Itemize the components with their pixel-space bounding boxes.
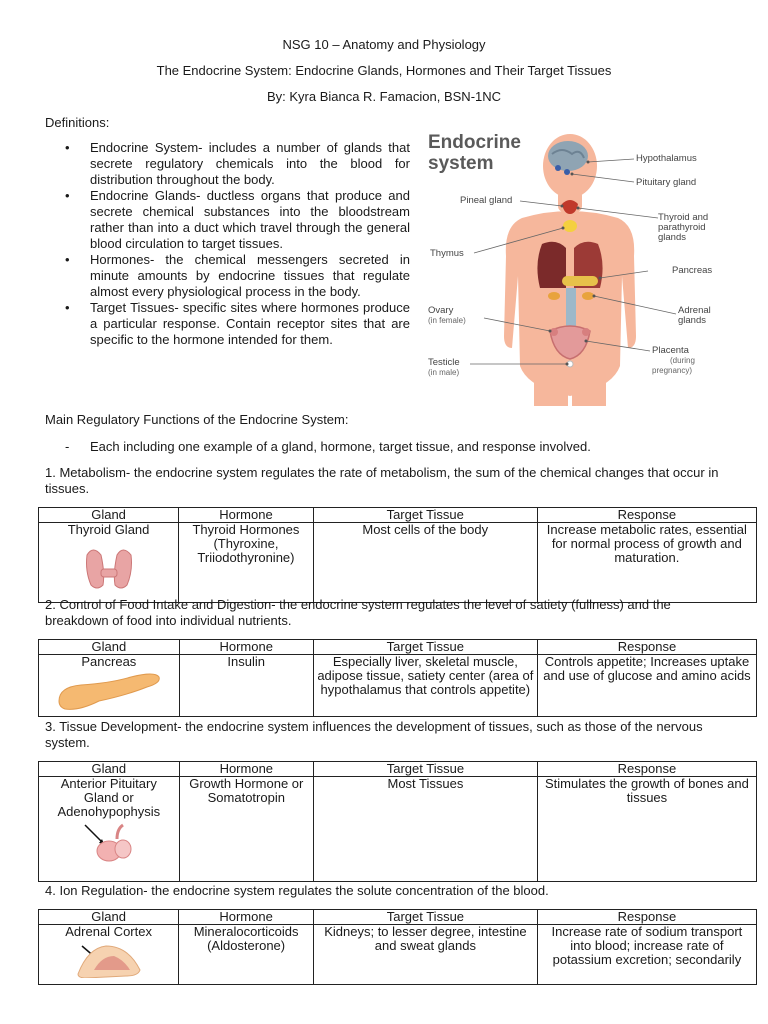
figure-title: Endocrine system (428, 132, 521, 174)
column-header: Gland (39, 910, 179, 925)
definitions-list (65, 140, 410, 348)
section-title-metabolism: 1. Metabolism- the endocrine system regulates the rate of metabolism, the sum of the chemical changes that occur in tissues. (45, 465, 719, 496)
endocrine-system-figure (422, 126, 722, 406)
label-thyroid: Thyroid and parathyroid glands (658, 212, 709, 243)
author-line: By: Kyra Bianca R. Famacion, BSN-1NC (266, 89, 502, 104)
column-header: Gland (39, 640, 180, 655)
list-item: • Endocrine Glands- ductless organs that produce and secrete chemical substances into the bloodstream rather than into a duct which travel through the general blood circulation to target tissues. (65, 188, 410, 251)
functions-note-dash: - (65, 439, 70, 454)
target-tissue-cell: Most cells of the body (313, 523, 537, 603)
label-pineal: Pineal gland (460, 195, 513, 206)
section-title-food-intake: 2. Control of Food Intake and Digestion- the endocrine system regulates the level of satiety (fullness) and the breakdown of food into individual nutrients. (45, 597, 671, 628)
section-title-ion-regulation: 4. Ion Regulation- the endocrine system regulates the solute concentration of the blood. (45, 883, 549, 898)
list-item: • Target Tissues- specific sites where hormones produce a particular response. Contain receptor sites that are specific to the hormone intended for them. (65, 300, 410, 347)
table-food-intake (38, 639, 757, 717)
column-header: Target Tissue (313, 762, 537, 777)
label-placenta: Placenta (during pregnancy) (652, 345, 695, 375)
target-tissue-cell: Kidneys; to lesser degree, intestine and sweat glands (313, 925, 537, 985)
list-item: • Hormones- the chemical messengers secreted in minute amounts by endocrine tissues that regulate almost every physiological process in the body. (65, 252, 410, 299)
course-title: NSG 10 – Anatomy and Physiology (282, 37, 486, 52)
thyroid-gland-icon (79, 543, 139, 593)
adrenal-gland-icon (72, 940, 146, 978)
table-row (39, 655, 757, 717)
column-header: Hormone (179, 640, 313, 655)
label-ovary: Ovary (in female) (428, 305, 466, 325)
pancreas-icon (53, 671, 165, 711)
column-header: Target Tissue (313, 910, 537, 925)
hormone-cell: Mineralocorticoids (Aldosterone) (179, 925, 314, 985)
table-tissue-development (38, 761, 757, 882)
column-header: Response (537, 762, 756, 777)
table-metabolism (38, 507, 757, 603)
response-cell: Stimulates the growth of bones and tissues (537, 777, 756, 882)
pituitary-gland-icon (79, 821, 139, 865)
gland-cell: Adrenal Cortex (39, 925, 179, 985)
column-header: Target Tissue (313, 508, 537, 523)
list-item: • Endocrine System- includes a number of glands that secrete regulatory chemicals into the blood for distribution throughout the body. (65, 140, 410, 187)
hormone-cell: Growth Hormone or Somatotropin (179, 777, 313, 882)
gland-cell: Pancreas (39, 655, 180, 717)
document-title: The Endocrine System: Endocrine Glands, Hormones and Their Target Tissues (156, 63, 612, 78)
table-ion-regulation (38, 909, 757, 985)
column-header: Hormone (179, 762, 313, 777)
column-header: Hormone (179, 910, 314, 925)
label-adrenal: Adrenal glands (678, 305, 711, 326)
label-testicle: Testicle (in male) (428, 357, 460, 377)
label-hypothalamus: Hypothalamus (636, 153, 697, 164)
column-header: Gland (39, 762, 180, 777)
column-header: Target Tissue (313, 640, 537, 655)
response-cell: Increase rate of sodium transport into blood; increase rate of potassium excretion; secondarily (537, 925, 756, 985)
definitions-heading: Definitions: (45, 115, 110, 130)
table-row (39, 925, 757, 985)
column-header: Hormone (179, 508, 314, 523)
target-tissue-cell: Most Tissues (313, 777, 537, 882)
functions-heading: Main Regulatory Functions of the Endocrine System: (45, 412, 349, 427)
label-pancreas: Pancreas (672, 265, 713, 276)
gland-cell: Anterior Pituitary Gland or Adenohypophysis (39, 777, 180, 882)
table-row (39, 523, 757, 603)
gland-cell: Thyroid Gland (39, 523, 179, 603)
column-header: Response (537, 508, 756, 523)
response-cell: Increase metabolic rates, essential for normal process of growth and maturation. (537, 523, 756, 603)
target-tissue-cell: Especially liver, skeletal muscle, adipose tissue, satiety center (area of hypothalamus that controls appetite) (313, 655, 537, 717)
response-cell: Controls appetite; Increases uptake and use of glucose and amino acids (537, 655, 756, 717)
hormone-cell: Insulin (179, 655, 313, 717)
table-row (39, 777, 757, 882)
functions-note: Each including one example of a gland, hormone, target tissue, and response involved. (90, 439, 591, 454)
section-title-tissue-development: 3. Tissue Development- the endocrine system influences the development of tissues, such as those of the nervous system. (45, 719, 703, 750)
column-header: Gland (39, 508, 179, 523)
label-thymus: Thymus (430, 248, 464, 259)
column-header: Response (537, 910, 756, 925)
label-pituitary: Pituitary gland (636, 177, 697, 188)
column-header: Response (537, 640, 756, 655)
hormone-cell: Thyroid Hormones (Thyroxine, Triiodothyronine) (179, 523, 314, 603)
